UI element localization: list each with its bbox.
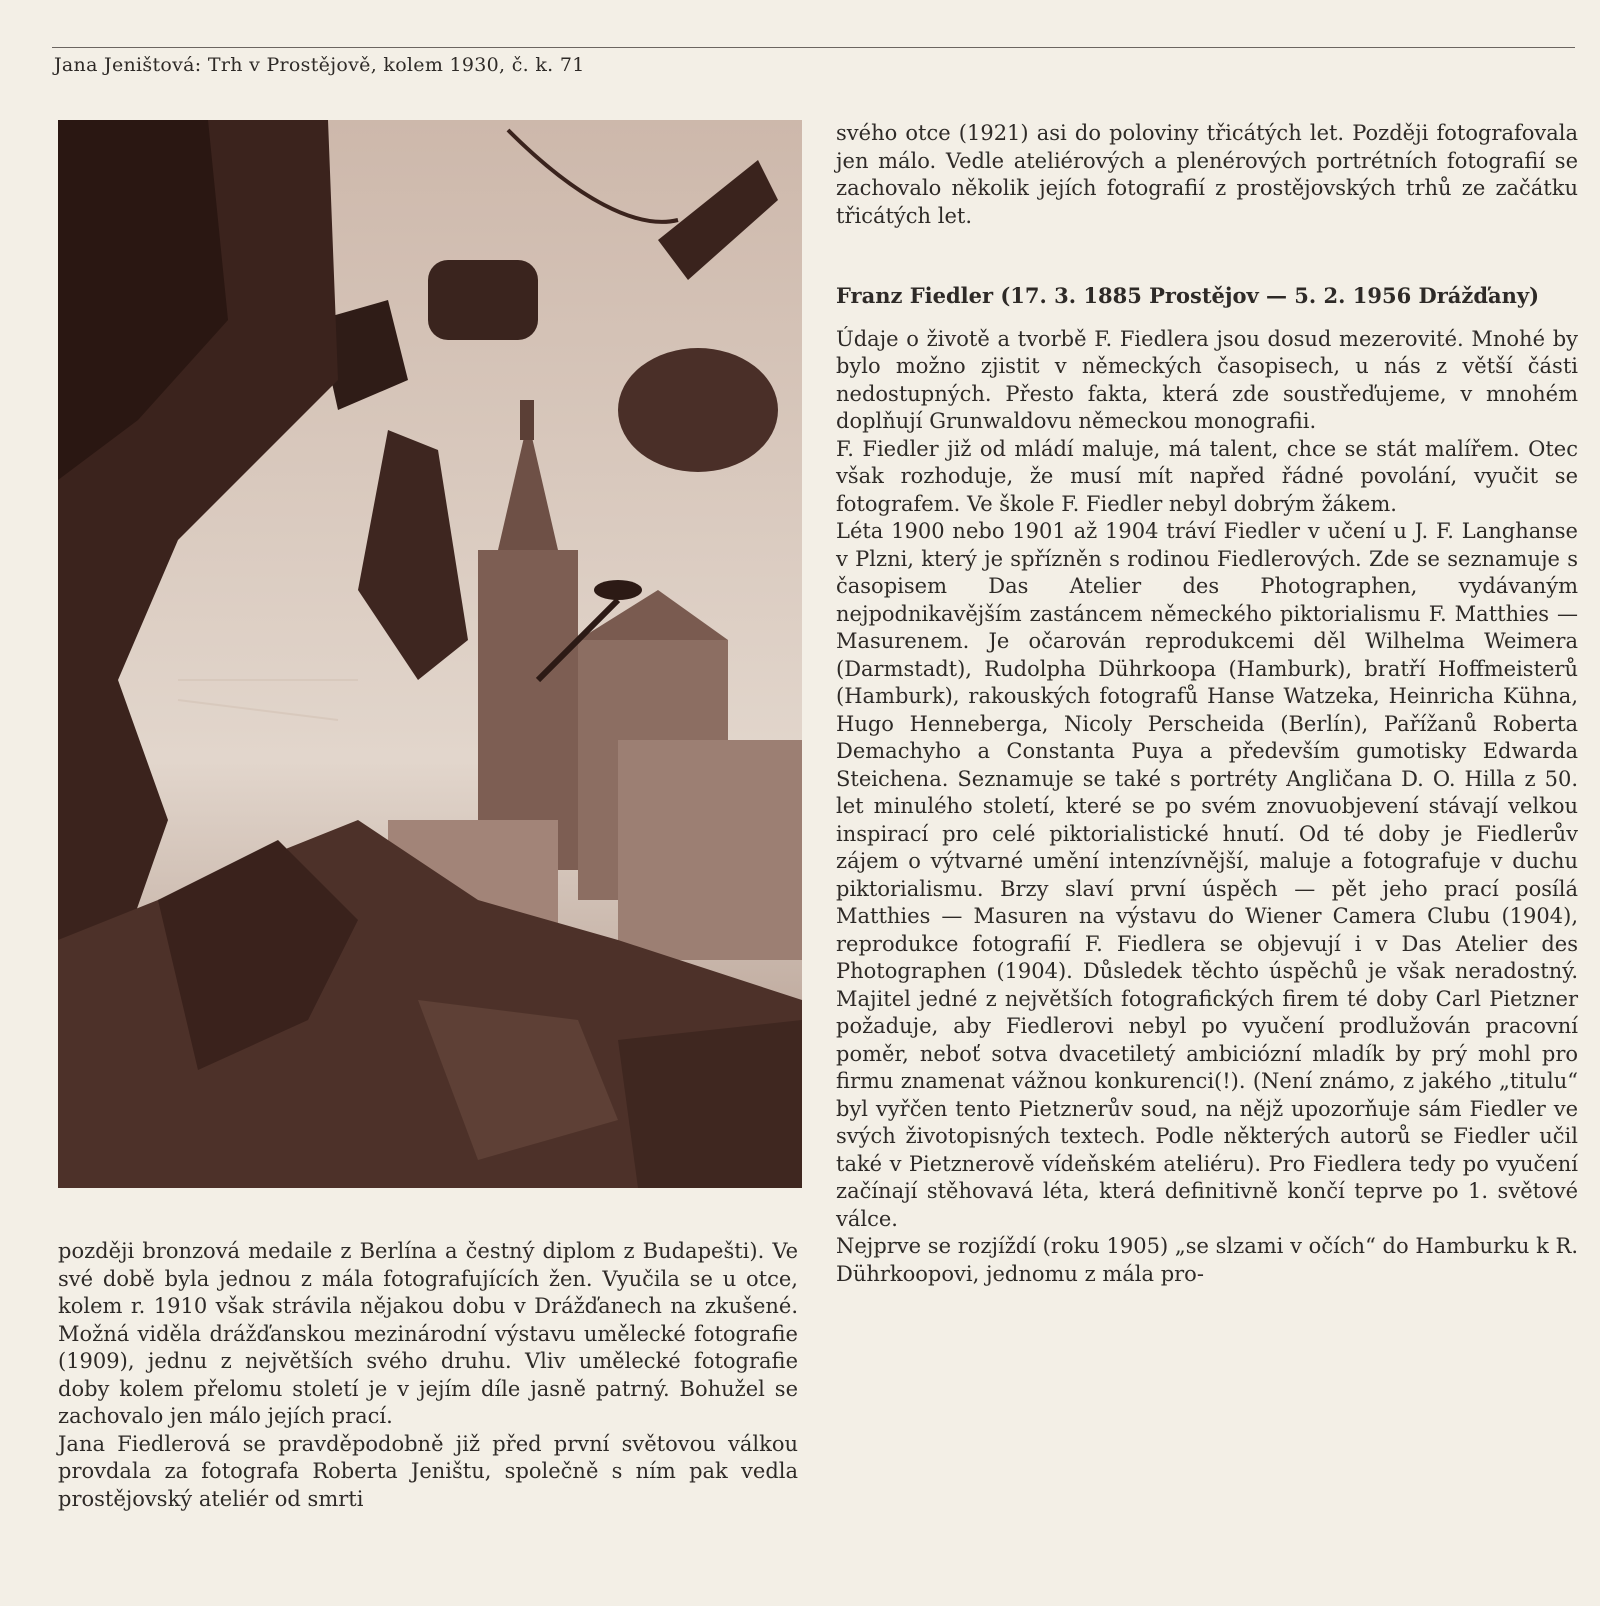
- right-paragraph-4: Nejprve se rozjíždí (roku 1905) „se slzami v očích“ do Hamburku k R. Dührkoopovi, jednomu z mála pro-: [836, 1234, 1578, 1286]
- right-intro-paragraph: svého otce (1921) asi do poloviny třicátých let. Později fotografovala jen málo. Vedle ateliérových a plenérových portrétních fotografií se zachovalo několik jejích fotografií z prostějovských trhů ze začátku třicátých let.: [836, 121, 1578, 228]
- left-paragraph-1: později bronzová medaile z Berlína a čestný diplom z Budapešti). Ve své době byla jednou z mála fotografujících žen. Vyučila se u otce, kolem r. 1910 však strávila nějakou dobu v Drážďanech na zkušené. Možná viděla drážďanskou mezinárodní výstavu umělecké fotografie (1909), jednu z největších svého druhu. Vliv umělecké fotografie doby kolem přelomu století je v jejím díle jasně patrný. Bohužel se zachovalo jen málo jejích prací.: [58, 1239, 798, 1428]
- right-column: [836, 120, 1578, 1288]
- right-paragraph-2: F. Fiedler již od mládí maluje, má talent, chce se stát malířem. Otec však rozhoduje, že musí mít napřed řádné povolání, vyučit se fotografem. Ve škole F. Fiedler nebyl dobrým žákem.: [836, 436, 1578, 516]
- right-paragraph-3: Léta 1900 nebo 1901 až 1904 tráví Fiedler v učení u J. F. Langhanse v Plzni, který je spřízněn s rodinou Fiedlerových. Zde se seznamuje s časopisem Das Atelier des Photographen, vydávaným nejpodnikavějším zastáncem německého piktorialismu F. Matthies — Masurenem. Je očarován reprodukcemi děl Wilhelma Weimera (Darmstadt), Rudolpha Dührkoopa (Hamburk), bratří Hoffmeisterů (Hamburk), rakouských fotografů Hanse Watzeka, Heinricha Kühna, Hugo Henneberga, Nicoly Perscheida (Berlín), Pařížanů Roberta Demachyho a Constanta Puya a především gumotisky Edwarda Steichena. Seznamuje se také s portréty Angličana D. O. Hilla z 50. let minulého století, které se po svém znovuobjevení stávají velkou inspirací pro celé piktorialistické hnutí. Od té doby je Fiedlerův zájem o výtvarné umění intenzívnější, maluje a fotografuje v duchu piktorialismu. Brzy slaví první úspěch — pět jeho prací posílá Matthies — Masuren na výstavu do Wiener Camera Clubu (1904), reprodukce fotografií F. Fiedlera se objevují i v Das Atelier des Photographen (1904). Důsledek těchto úspěchů je však neradostný. Majitel jedné z největších fotografických firem té doby Carl Pietzner požaduje, aby Fiedlerovi nebyl po vyučení prodlužován pracovní poměr, neboť sotva dvacetiletý ambiciózní mladík by prý mohl pro firmu znamenat vážnou konkurenci(!). (Není známo, z jakého „titulu“ byl vyřčen tento Pietznerův soud, na nějž upozorňuje sám Fiedler ve svých životopisných textech. Podle některých autorů se Fiedler učil také v Pietznerově vídeňském ateliéru). Pro Fiedlera tedy po vyučení začínají stěhovavá léta, která definitivně končí teprve po 1. světové válce.: [836, 519, 1578, 1231]
- photo-caption: Jana Jeništová: Trh v Prostějově, kolem 1930, č. k. 71: [54, 54, 585, 76]
- left-paragraph-2: Jana Fiedlerová se pravděpodobně již před první světovou válkou provdala za fotografa Roberta Jeništu, společně s ním pak vedla prostějovský ateliér od smrti: [58, 1431, 798, 1511]
- heading-spacer: [836, 310, 1578, 326]
- market-photo-icon: [58, 120, 802, 1188]
- top-rule: [52, 47, 1575, 48]
- right-paragraph-1: Údaje o životě a tvorbě F. Fiedlera jsou dosud mezerovité. Mnohé by bylo možno zjistit v německých časopisech, u nás z větší části nedostupných. Přesto fakta, která zde soustřeďujeme, v mnohém doplňují Grunwaldovu německou monografii.: [836, 326, 1578, 433]
- section-heading: Franz Fiedler (17. 3. 1885 Prostějov — 5. 2. 1956 Drážďany): [836, 283, 1540, 308]
- market-photo: [58, 120, 802, 1188]
- section-spacer: [836, 230, 1578, 282]
- left-column: [58, 1238, 798, 1513]
